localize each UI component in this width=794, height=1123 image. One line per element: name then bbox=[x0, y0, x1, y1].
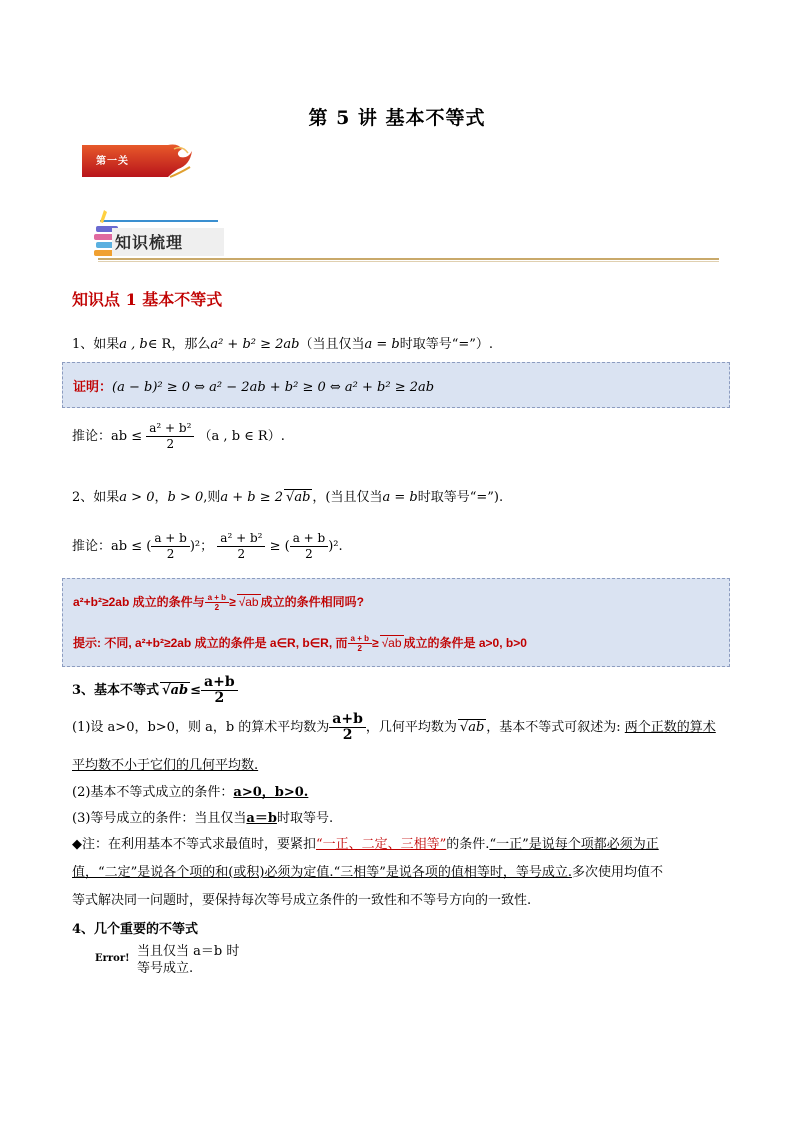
question-radicand: ab bbox=[245, 595, 259, 609]
corollary-2-lhs: ab ≤ ( bbox=[111, 539, 152, 554]
item-3-point-1-line-2: 平均数不小于它们的几何平均数. bbox=[72, 758, 259, 773]
corollary-1-lhs: ab ≤ bbox=[111, 429, 143, 444]
item-2-mid: ,则 bbox=[203, 490, 221, 505]
fraction-denominator: 2 bbox=[305, 547, 313, 561]
item-4-heading: 4、几个重要的不等式 bbox=[72, 922, 199, 937]
corollary-2 bbox=[72, 531, 343, 562]
fraction-denominator: 2 bbox=[214, 690, 225, 706]
question-text-end: 成立的条件相同吗? bbox=[260, 595, 364, 609]
item-3-p1-mid2: ，基本不等式可叙述为: bbox=[486, 720, 625, 735]
note-line-1 bbox=[72, 833, 659, 852]
question-ge: ≥ bbox=[229, 595, 236, 609]
books-icon bbox=[94, 208, 719, 264]
error-marker: Error! bbox=[95, 953, 130, 964]
note-underlined: “一正”是说每个项都必须为正 bbox=[489, 837, 659, 852]
corollary-1 bbox=[72, 421, 285, 452]
hint-radicand: ab bbox=[388, 636, 402, 650]
item-2-sep: ， bbox=[154, 490, 168, 505]
section-label: 知识梳理 bbox=[115, 233, 184, 252]
question-radical: √ab bbox=[238, 595, 259, 609]
item-4-note-line-2: 等号成立. bbox=[137, 961, 194, 976]
corollary-2-p1: )²； bbox=[189, 539, 214, 554]
item-3-heading bbox=[72, 675, 238, 706]
item-3-p1-mid: ，几何平均数为 bbox=[365, 720, 457, 735]
item-4-note-line-1: 当且仅当 a＝b 时 bbox=[137, 944, 240, 959]
item-3-p1-radicand: ab bbox=[468, 720, 485, 735]
item-1-eq: a = b bbox=[364, 337, 400, 352]
question-box bbox=[62, 578, 730, 667]
item-1-tail: 时取等号“=”）. bbox=[399, 337, 494, 352]
fraction-denominator: 2 bbox=[357, 644, 362, 654]
question-text: a²+b²≥2ab 成立的条件与 bbox=[73, 595, 205, 609]
hint-fraction bbox=[348, 634, 372, 653]
item-1-expr: a² + b² ≥ 2ab bbox=[210, 337, 300, 352]
fraction-denominator: 2 bbox=[237, 547, 246, 561]
section-header bbox=[94, 208, 719, 264]
item-2-cond-a: a > 0 bbox=[119, 490, 155, 505]
fraction-numerator: a + b bbox=[290, 531, 329, 547]
item-3-point-1 bbox=[72, 712, 716, 743]
fraction-denominator: 2 bbox=[214, 603, 220, 613]
fraction-denominator: 2 bbox=[166, 437, 175, 451]
item-1-vars: a , b bbox=[119, 337, 148, 352]
item-3-radical: √ab bbox=[162, 683, 189, 698]
item-2-expr: a + b ≥ 2 bbox=[220, 490, 284, 505]
item-3-p3-tail: 时取等号. bbox=[276, 811, 334, 826]
corollary-2-p2: )². bbox=[328, 539, 343, 554]
corollary-2-fraction-3 bbox=[290, 531, 329, 562]
hint-text-end: 成立的条件是 a>0, b>0 bbox=[403, 636, 527, 650]
level-banner bbox=[82, 143, 194, 181]
fraction-numerator: a+b bbox=[201, 675, 238, 691]
hint-text: 提示: 不同, a²+b²≥2ab 成立的条件是 a∈R, b∈R, 而 bbox=[73, 636, 348, 650]
knowledge-point-heading: 知识点 1 基本不等式 bbox=[72, 290, 223, 309]
corollary-1-tail: （a , b ∈ R）. bbox=[198, 429, 285, 444]
note-text-3: 多次使用均值不 bbox=[572, 865, 664, 880]
item-3-radicand: ab bbox=[170, 683, 189, 698]
corollary-2-fraction-1 bbox=[151, 531, 190, 562]
item-2-prefix: 2、如果 bbox=[72, 490, 120, 505]
item-2 bbox=[72, 486, 503, 505]
item-1-cond: （当且仅当 bbox=[299, 337, 365, 352]
page-title: 第 5 讲 基本不等式 bbox=[308, 107, 486, 129]
fraction-numerator: a² + b² bbox=[146, 421, 194, 437]
fraction-numerator: a² + b² bbox=[217, 531, 265, 547]
corollary-2-label: 推论： bbox=[72, 539, 112, 554]
item-3-p2-value: a>0，b>0. bbox=[233, 785, 309, 800]
item-1-set: ∈ R bbox=[147, 337, 172, 352]
item-3-p1-radical: √ab bbox=[459, 720, 485, 735]
item-2-tail2: 时取等号“=”). bbox=[417, 490, 504, 505]
item-3-p3-value: a＝b bbox=[246, 811, 277, 826]
item-1-prefix: 1、如果 bbox=[72, 337, 120, 352]
question-fraction bbox=[205, 593, 229, 612]
fraction-numerator: a + b bbox=[205, 593, 229, 603]
proof-label: 证明： bbox=[73, 380, 113, 395]
item-3-fraction bbox=[201, 675, 238, 706]
fraction-numerator: a + b bbox=[151, 531, 190, 547]
note-highlight: “一正、二定、三相等” bbox=[316, 837, 447, 852]
banner-label: 第一关 bbox=[96, 156, 129, 167]
fraction-denominator: 2 bbox=[342, 727, 353, 743]
item-3-p1-text: (1)设 a>0，b>0，则 a，b 的算术平均数为 bbox=[72, 720, 330, 735]
proof-box bbox=[62, 362, 730, 408]
question-line bbox=[73, 593, 364, 612]
note-text-2: 的条件. bbox=[446, 837, 490, 852]
item-3-p2-text: (2)基本不等式成立的条件： bbox=[72, 785, 234, 800]
corollary-1-label: 推论： bbox=[72, 429, 112, 444]
item-3-p3-text: (3)等号成立的条件：当且仅当 bbox=[72, 811, 247, 826]
item-2-cond-b: b > 0 bbox=[167, 490, 204, 505]
item-2-radical: √ab bbox=[286, 490, 311, 505]
item-2-eq: a = b bbox=[382, 490, 418, 505]
item-1-then: ，那么 bbox=[171, 337, 211, 352]
hint-line bbox=[73, 634, 527, 653]
item-3-point-3 bbox=[72, 807, 333, 826]
item-3-p1-fraction bbox=[329, 712, 366, 743]
hint-radical: √ab bbox=[381, 636, 402, 650]
note-line-3: 等式解决同一问题时，要保持每次等号成立条件的一致性和不等号方向的一致性. bbox=[72, 893, 532, 908]
note-underlined-2: 值，“二定”是说各个项的和(或积)必须为定值.“三相等”是说各项的值相等时，等号成立. bbox=[72, 865, 572, 880]
item-1 bbox=[72, 333, 493, 352]
item-3-le: ≤ bbox=[190, 683, 202, 698]
item-4-note bbox=[137, 943, 239, 977]
corollary-2-fraction-2 bbox=[217, 531, 265, 562]
note-text: ◆注：在利用基本不等式求最值时，要紧扣 bbox=[72, 837, 316, 852]
item-2-tail: ，(当且仅当 bbox=[312, 490, 383, 505]
corollary-2-ge: ≥ ( bbox=[269, 539, 290, 554]
item-3-title: 3、基本不等式 bbox=[72, 683, 160, 698]
proof-expression: (a − b)² ≥ 0 ⇔ a² − 2ab + b² ≥ 0 ⇔ a² + b² ≥ 2ab bbox=[112, 380, 435, 395]
hint-ge: ≥ bbox=[371, 636, 379, 650]
item-2-radicand: ab bbox=[294, 490, 311, 505]
fraction-numerator: a + b bbox=[348, 634, 372, 644]
fraction-denominator: 2 bbox=[166, 547, 175, 561]
fraction-numerator: a+b bbox=[329, 712, 366, 728]
corollary-1-fraction bbox=[146, 421, 194, 452]
item-3-point-2 bbox=[72, 781, 308, 800]
note-line-2 bbox=[72, 861, 663, 880]
item-3-p1-underlined: 两个正数的算术 bbox=[624, 720, 716, 735]
